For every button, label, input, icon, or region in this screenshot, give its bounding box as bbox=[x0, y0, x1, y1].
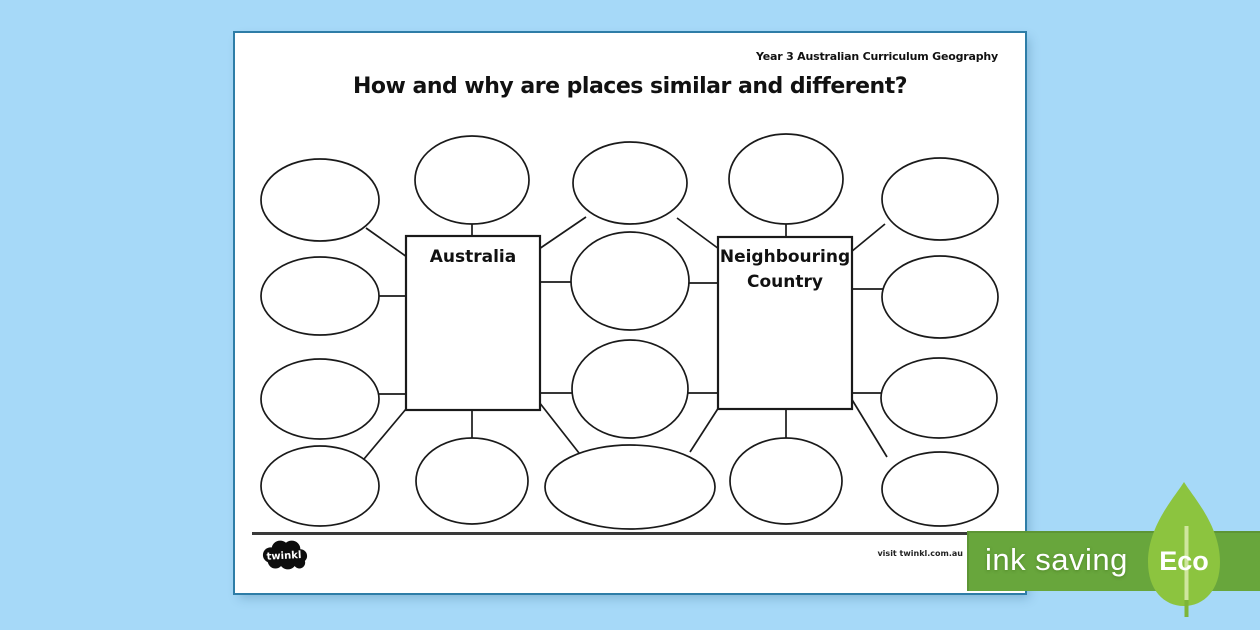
footer-rule bbox=[252, 532, 968, 535]
answer-oval-australia-1 bbox=[261, 159, 379, 241]
connector-line bbox=[539, 217, 586, 249]
connector-line bbox=[366, 228, 407, 257]
answer-oval-shared-1 bbox=[573, 142, 687, 224]
answer-oval-neighbour-bottom bbox=[730, 438, 842, 524]
curriculum-header: Year 3 Australian Curriculum Geography bbox=[755, 50, 998, 63]
answer-oval-australia-2 bbox=[261, 257, 379, 335]
worksheet-page bbox=[235, 33, 1025, 593]
answer-oval-neighbour-2 bbox=[882, 256, 998, 338]
twinkl-logo-text: twinkl bbox=[266, 549, 302, 563]
answer-oval-australia-3 bbox=[261, 359, 379, 439]
neighbouring-country-box-label: Neighbouring Country bbox=[719, 247, 851, 292]
mind-map bbox=[235, 33, 1025, 593]
connector-line bbox=[851, 224, 885, 252]
answer-oval-neighbour-3 bbox=[881, 358, 997, 438]
ink-saving-label: ink saving bbox=[985, 542, 1128, 577]
connector-line bbox=[690, 407, 719, 452]
answer-oval-neighbour-4 bbox=[882, 452, 998, 526]
visit-link: visit twinkl.com.au bbox=[877, 549, 963, 558]
answer-oval-australia-top bbox=[415, 136, 529, 224]
answer-oval-australia-4 bbox=[261, 446, 379, 526]
connector-line bbox=[539, 402, 579, 453]
answer-oval-shared-3 bbox=[572, 340, 688, 438]
answer-oval-shared-2 bbox=[571, 232, 689, 330]
twinkl-logo bbox=[261, 539, 309, 571]
eco-leaf-shape bbox=[1148, 482, 1220, 606]
connector-line bbox=[677, 218, 719, 249]
page-title: How and why are places similar and different? bbox=[352, 74, 907, 99]
australia-box-label: Australia bbox=[429, 247, 517, 267]
answer-oval-shared-4 bbox=[545, 445, 715, 529]
eco-leaf-icon bbox=[1138, 474, 1233, 624]
answer-oval-neighbour-top bbox=[729, 134, 843, 224]
answer-oval-australia-bottom bbox=[416, 438, 528, 524]
eco-label: Eco bbox=[1159, 546, 1209, 576]
answer-oval-neighbour-1 bbox=[882, 158, 998, 240]
